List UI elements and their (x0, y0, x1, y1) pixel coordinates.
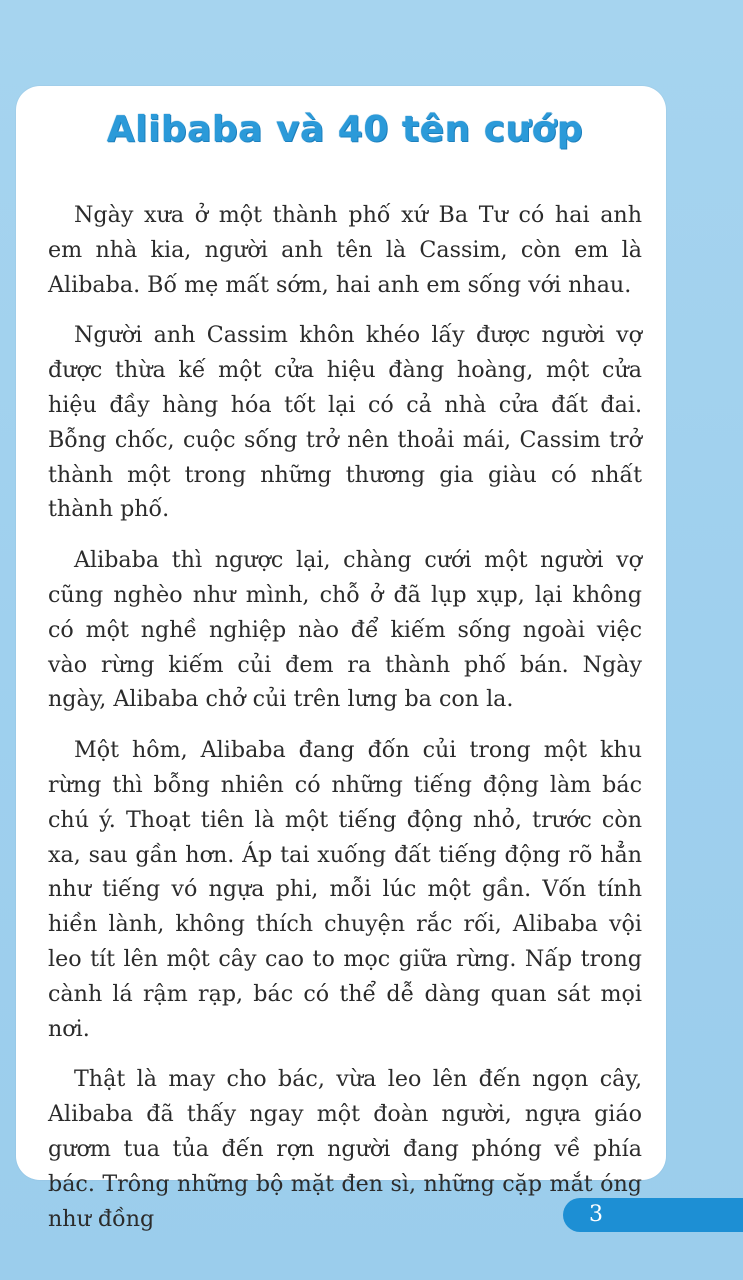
paragraph-1: Ngày xưa ở một thành phố xứ Ba Tư có hai anh em nhà kia, người anh tên là Cassim, còn em là Alibaba. Bố mẹ mất sớm, hai anh em sống với nhau. (48, 202, 642, 298)
story-page (16, 86, 666, 1232)
paragraph-4: Một hôm, Alibaba đang đốn củi trong một khu rừng thì bỗng nhiên có những tiếng động làm bác chú ý. Thoạt tiên là một tiếng động nhỏ, trước còn xa, sau gần hơn. Áp tai xuống đất tiếng động rõ hẳn như tiếng vó ngựa phi, mỗi lúc một gần. Vốn tính hiền lành, không thích chuyện rắc rối, Alibaba vội leo tít lên một cây cao to mọc giữa rừng. Nấp trong cành lá rậm rạp, bác có thể dễ dàng quan sát mọi nơi. (48, 737, 642, 1042)
paragraph-5: Thật là may cho bác, vừa leo lên đến ngọn cây, Alibaba đã thấy ngay một đoàn người, ngựa giáo gươm tua tủa đến rợn người đang phóng về phía bác. Trông những bộ mặt đen sì, những cặp mắt óng như đồng (48, 1066, 642, 1232)
story-title: Alibaba và 40 tên cướp (106, 109, 584, 150)
paragraph-3: Alibaba thì ngược lại, chàng cưới một người vợ cũng nghèo như mình, chỗ ở đã lụp xụp, lại không có một nghề nghiệp nào để kiếm sống ngoài việc vào rừng kiếm củi đem ra thành phố bán. Ngày ngày, Alibaba chở củi trên lưng ba con la. (48, 547, 642, 713)
paragraph-2: Người anh Cassim khôn khéo lấy được người vợ được thừa kế một cửa hiệu đàng hoàng, một cửa hiệu đầy hàng hóa tốt lại có cả nhà cửa đất đai. Bỗng chốc, cuộc sống trở nên thoải mái, Cassim trở thành một trong những thương gia giàu có nhất thành phố. (48, 322, 642, 523)
story-body (48, 198, 642, 1236)
page-number: 3 (589, 1202, 603, 1227)
